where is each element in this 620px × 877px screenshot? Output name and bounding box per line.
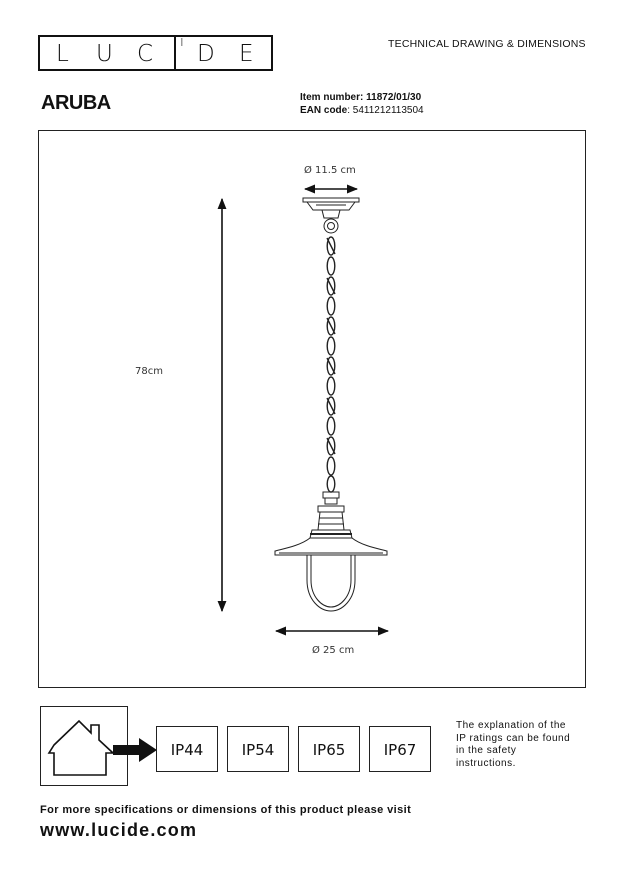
logo-letter-d: D [197, 41, 215, 67]
arrow-right-icon [113, 736, 158, 764]
document-title: TECHNICAL DRAWING & DIMENSIONS [388, 38, 586, 50]
chain [327, 237, 335, 492]
shade-diameter-label: Ø 25 cm [312, 645, 355, 656]
ip44-badge: IP44 [156, 726, 218, 772]
footer-text: For more specifications or dimensions of this product please visit [40, 804, 412, 816]
logo-letter-i: i [180, 34, 184, 50]
ean-value: : 5411212113504 [347, 105, 424, 116]
footer-link[interactable]: www.lucide.com [40, 820, 198, 840]
ip65-badge: IP65 [298, 726, 360, 772]
logo-letter-l: L [56, 41, 69, 67]
ip67-badge: IP67 [369, 726, 431, 772]
ip-note-line: The explanation of the [456, 720, 566, 731]
ean-label: EAN code [300, 105, 348, 116]
canopy-diameter-label: Ø 11.5 cm [304, 165, 356, 176]
item-number-value: 11872/01/30 [366, 92, 422, 103]
lamp-body [275, 492, 387, 611]
logo-letter-u: U [96, 41, 113, 67]
ip-note-line: instructions. [456, 757, 516, 769]
height-label: 78cm [135, 366, 163, 377]
ip-note-line: in the safety [456, 745, 517, 756]
ip-explanation-note [456, 720, 570, 770]
item-number-label: Item number: [300, 92, 364, 103]
ceiling-canopy [303, 198, 359, 233]
ip-note-line: IP ratings can be found [456, 732, 571, 744]
logo-letter-c: C [137, 41, 154, 67]
product-name: ARUBA [41, 92, 111, 114]
ip54-badge: IP54 [227, 726, 289, 772]
logo-letter-e: E [239, 41, 254, 67]
